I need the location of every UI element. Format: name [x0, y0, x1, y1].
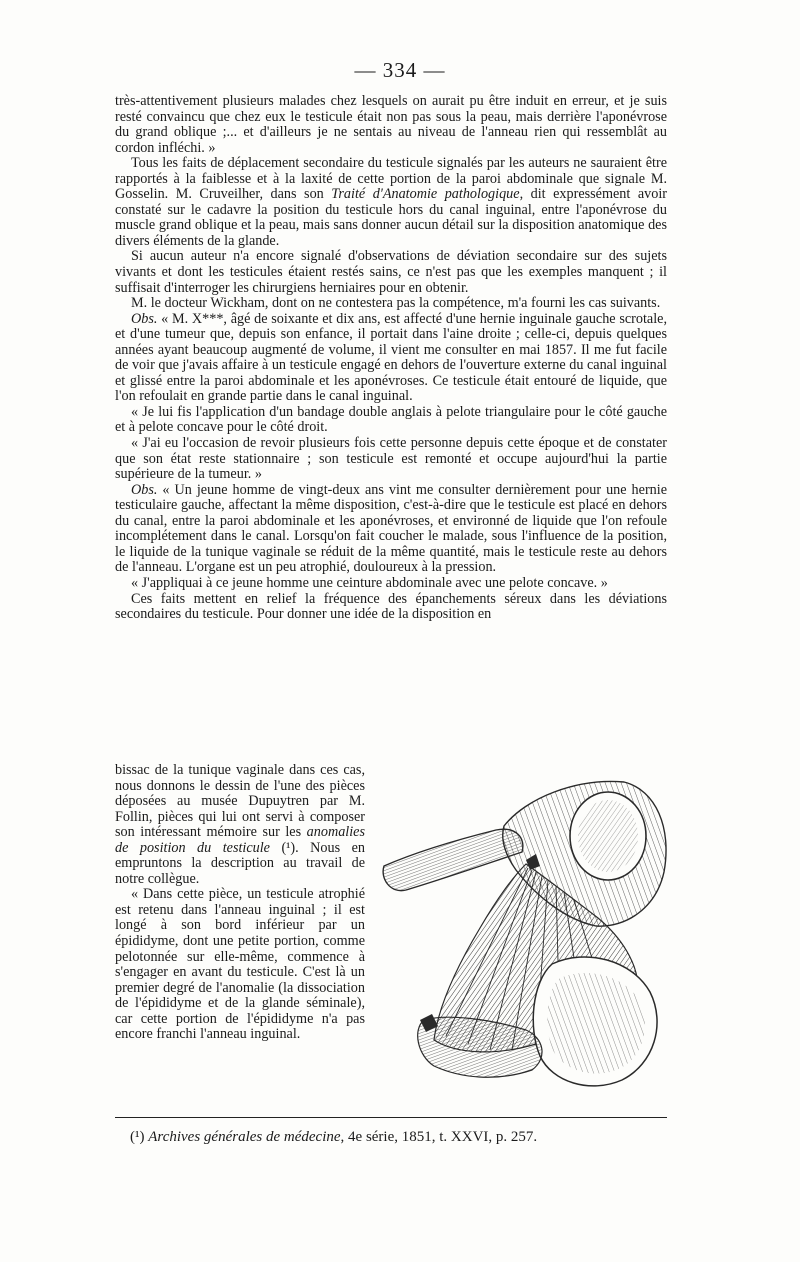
paragraph-10-cont-a: bissac de la tunique vaginale dans ces cas, nous donnons le dessin de l'une des pièces déposées au musée Dupuytren par M. Follin, pièces qui lui ont servi à composer son intéressant mémoire sur les	[115, 762, 365, 841]
observation-2-text: « Un jeune homme de vingt-deux ans vint me consulter dernièrement pour une hernie testiculaire gauche, affectant la même disposition, c'est-à-dire que le testicule est placé en dehors du canal, entre la paroi abdominale et les aponévroses, et environné de liquide que l'on refoule incomplétement dans le canal. Lorsqu'on fait coucher le malade, sous l'influence de la position, le liquide de la tunique vaginale se réduit de la même quantité, mais le testicule reste au dehors de l'anneau. L'organe est un peu atrophié, douloureux à la pression.	[115, 481, 667, 576]
main-text	[115, 94, 667, 623]
page-number: — 334 —	[354, 58, 446, 82]
obs-label-1: Obs.	[131, 310, 158, 327]
memoir-title: anomalies de position du testicule	[115, 824, 365, 856]
footnote-reference: (¹).	[269, 839, 299, 856]
observation-2	[115, 483, 667, 576]
anatomical-figure	[376, 768, 672, 1108]
paragraph-3: Si aucun auteur n'a encore signalé d'observations de déviation secondaire sur des sujets vivants et dont les testicules étaient restés sains, ce n'est pas que les exemples manquent ; il suffisait d'interroger les chirurgiens herniaires pour en obtenir.	[115, 248, 667, 296]
footnote	[130, 1128, 670, 1146]
observation-1-text: « M. X***, âgé de soixante et dix ans, est affecté d'une hernie inguinale gauche scrotale, et d'une tumeur que, depuis son enfance, il portait dans l'aine droite ; celle-ci, depuis quelques années ayant beaucoup augmenté de volume, il vient me consulter en mai 1857. Il me fut facile de voir que j'avais affaire à un testicule engagé en dehors de l'ouverture externe du canal inguinal et glissé entre la paroi abdominale et les aponévroses. Ce testicule était entouré de liquide, que l'on refoulait en grande partie dans le canal inguinal.	[115, 310, 667, 405]
paragraph-2-text-b: , dit expressément avoir constaté sur le cadavre la position du testicule hors du canal inguinal, entre l'aponévrose du muscle grand oblique et la peau, mais sans donner aucun détail sur la disposition anatomique des divers éléments de la glande.	[115, 186, 667, 249]
footnote-citation: , 4e série, 1851, t. XXVI, p. 257.	[340, 1129, 538, 1145]
paragraph-2	[115, 156, 667, 249]
footnote-marker: (¹)	[130, 1129, 149, 1145]
paragraph-10: Ces faits mettent en relief la fréquence des épanchements séreux dans les déviations secondaires du testicule. Pour donner une idée de la disposition en	[115, 590, 667, 623]
work-title-traite: Traité d'Anatomie pathologique	[331, 186, 520, 203]
paragraph-9: « J'appliquai à ce jeune homme une ceinture abdominale avec une pelote concave. »	[131, 574, 608, 591]
paragraph-1: très-attentivement plusieurs malades chez lesquels on aurait pu être induit en erreur, et je suis resté convaincu que chez eux le testicule était non pas sous la peau, mais derrière l'aponévrose du grand oblique ;... et d'ailleurs je ne sentais au niveau de l'anneau rien qui ressemblât au cordon infléchi. »	[115, 93, 667, 156]
paragraph-6: « Je lui fis l'application d'un bandage double anglais à pelote triangulaire pour le côté gauche et à pelote concave pour le côté droit.	[115, 403, 667, 436]
anatomical-engraving-icon	[376, 768, 672, 1108]
paragraph-11: « Dans cette pièce, un testicule atrophié est retenu dans l'anneau inguinal ; il est longé à son bord inférieur par un épididyme, dont une petite portion, comme pelotonnée sur elle-même, commence à s'engager en avant du testicule. C'est là un premier degré de l'anomalie (la dissociation de l'épididyme et de la glande séminale), car cette portion de l'épididyme n'a pas encore franchi l'anneau inguinal.	[115, 886, 365, 1043]
paragraph-10-cont-b: Nous en empruntons la description au travail de notre collègue.	[115, 839, 365, 887]
paragraph-10-continued	[115, 763, 365, 887]
wrapped-text	[115, 763, 365, 1043]
footnote-rule	[115, 1117, 667, 1118]
paragraph-4: M. le docteur Wickham, dont on ne contestera pas la compétence, m'a fourni les cas suivants.	[131, 295, 661, 312]
obs-label-2: Obs.	[131, 481, 158, 498]
observation-1	[115, 312, 667, 405]
journal-title: Archives générales de médecine	[148, 1129, 341, 1145]
paragraph-7: « J'ai eu l'occasion de revoir plusieurs fois cette personne depuis cette époque et de constater que son état reste stationnaire ; son testicule est remonté et occupe aujourd'hui la partie supérieure de la tumeur. »	[115, 435, 667, 483]
spermatic-cord-shape	[383, 829, 523, 890]
paragraph-2-text-a: Tous les faits de déplacement secondaire du testicule signalés par les auteurs ne sauraient être rapportés à la faiblesse et à la laxité de cette portion de la paroi abdominale que signale M. Gosselin. M. Cruveilher, dans son	[115, 155, 667, 203]
